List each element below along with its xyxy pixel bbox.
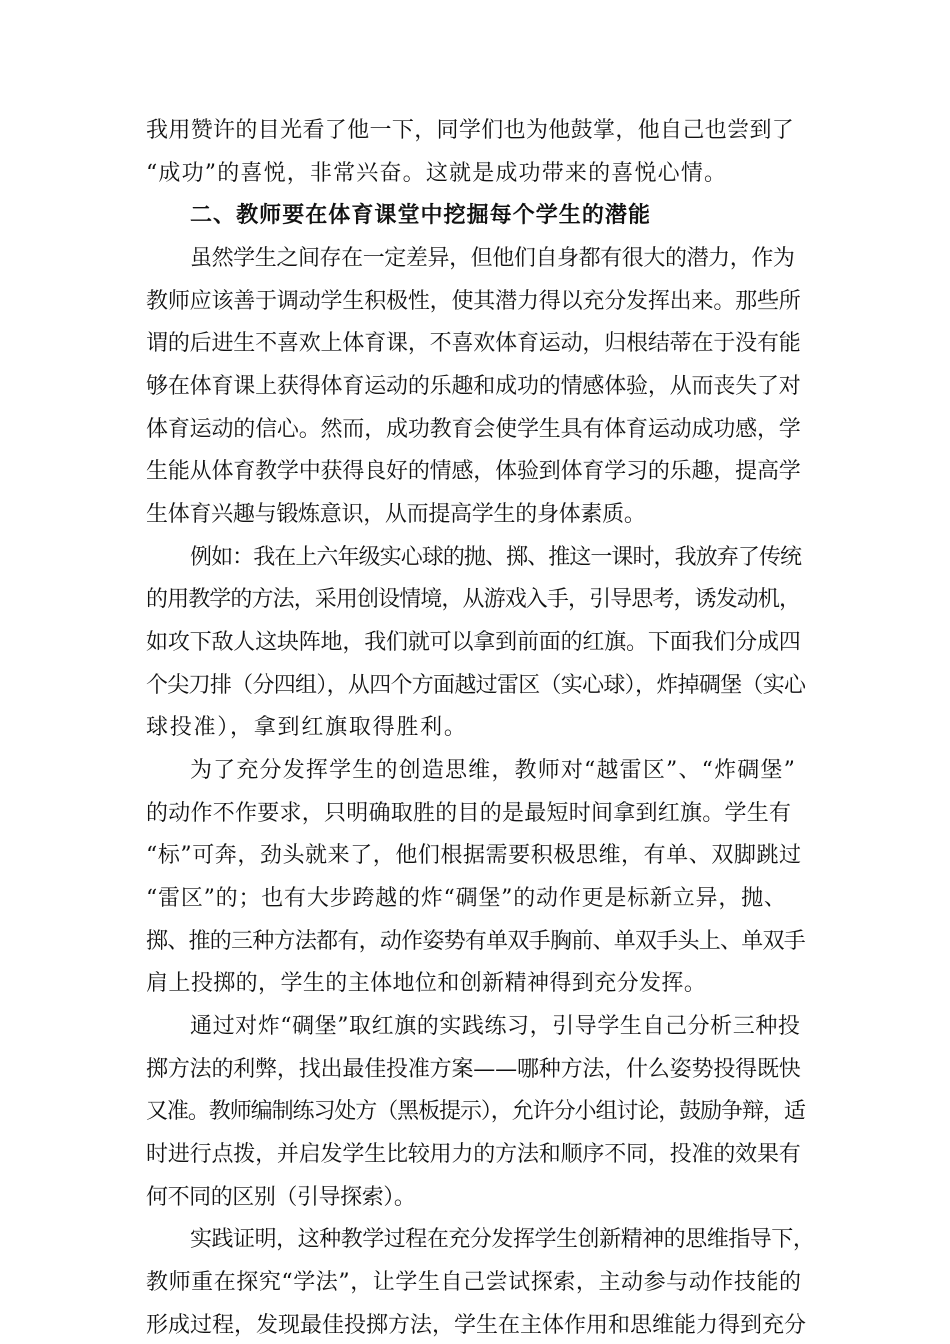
text-line: 例如：我在上六年级实心球的抛、掷、推这一课时，我放弃了传统: [190, 545, 802, 570]
text-line: 体育运动的信心。然而，成功教育会使学生具有体育运动成功感，学: [146, 417, 801, 442]
text-line: 通过对炸“碉堡”取红旗的实践练习，引导学生自己分析三种投: [190, 1014, 801, 1039]
text-line: 何不同的区别（引导探索）。: [146, 1185, 416, 1210]
text-line: 谓的后进生不喜欢上体育课，不喜欢体育运动，归根结蒂在于没有能: [146, 331, 801, 356]
text-line: 教师应该善于调动学生积极性，使其潜力得以充分发挥出来。那些所: [146, 289, 801, 314]
text-line: “标”可奔，劲头就来了，他们根据需要积极思维，有单、双脚跳过: [146, 843, 802, 868]
text-line: 掷方法的利弊，找出最佳投准方案——哪种方法，什么姿势投得既快: [146, 1057, 801, 1082]
section-heading: 二、教师要在体育课堂中挖掘每个学生的潜能: [190, 203, 652, 228]
text-line: “成功”的喜悦，非常兴奋。这就是成功带来的喜悦心情。: [146, 161, 728, 186]
text-line: 球投准），拿到红旗取得胜利。: [146, 715, 468, 740]
text-line: 掷、推的三种方法都有，动作姿势有单双手胸前、单双手头上、单双手: [146, 929, 806, 954]
text-line: “雷区”的；也有大步跨越的炸“碉堡”的动作更是标新立异，抛、: [146, 886, 787, 911]
text-line: 的用教学的方法，采用创设情境，从游戏入手，引导思考，诱发动机，: [146, 587, 801, 612]
text-line: 为了充分发挥学生的创造思维，教师对“越雷区”、“炸碉堡”: [190, 758, 797, 783]
text-line: 实践证明，这种教学过程在充分发挥学生创新精神的思维指导下，: [190, 1227, 815, 1252]
text-line: 个尖刀排（分四组），从四个方面越过雷区（实心球），炸掉碉堡（实心: [146, 673, 806, 698]
text-line: 教师重在探究“学法”，让学生自己尝试探索，主动参与动作技能的: [146, 1270, 802, 1295]
text-line: 够在体育课上获得体育运动的乐趣和成功的情感体验，从而丧失了对: [146, 374, 801, 399]
text-line: 如攻下敌人这块阵地，我们就可以拿到前面的红旗。下面我们分成四: [146, 630, 801, 655]
text-line: 又准。教师编制练习处方（黑板提示），允许分小组讨论，鼓励争辩，适: [146, 1099, 805, 1124]
text-line: 的动作不作要求，只明确取胜的目的是最短时间拿到红旗。学生有: [146, 801, 792, 826]
text-line: 虽然学生之间存在一定差异，但他们自身都有很大的潜力，作为: [190, 246, 795, 271]
text-line: 生能从体育教学中获得良好的情感，体验到体育学习的乐趣，提高学: [146, 459, 801, 484]
text-line: 形成过程，发现最佳投掷方法，学生在主体作用和思维能力得到充分: [146, 1313, 807, 1338]
text-line: 我用赞许的目光看了他一下，同学们也为他鼓掌，他自己也尝到了: [146, 118, 795, 143]
text-line: 时进行点拨，并启发学生比较用力的方法和顺序不同，投准的效果有: [146, 1142, 801, 1167]
text-line: 肩上投掷的，学生的主体地位和创新精神得到充分发挥。: [146, 971, 707, 996]
text-line: 生体育兴趣与锻炼意识，从而提高学生的身体素质。: [146, 502, 646, 527]
